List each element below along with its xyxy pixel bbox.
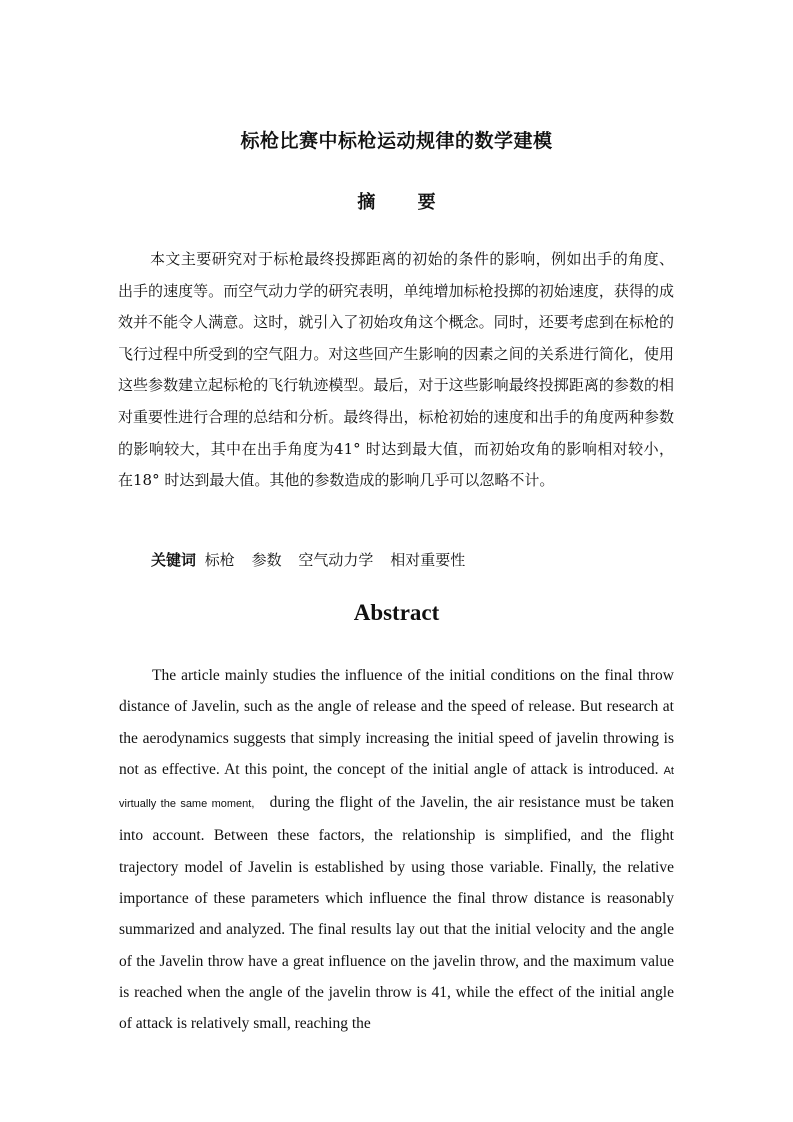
keyword-item: 参数 [251, 551, 282, 569]
keywords-label: 关键词 [151, 551, 197, 569]
keyword-item: 标枪 [204, 551, 235, 569]
keyword-item: 相对重要性 [390, 551, 466, 569]
abstract-en-part-1: The article mainly studies the influence of the initial conditions on the final throw distance of Javelin, such as the angle of release and the speed of release. But research at the aerodynamics suggests that simply increasing the initial speed of javelin throwing is not as effective. At this point, the concept of the initial angle of attack is introduced. [119, 667, 674, 778]
keywords-line [151, 546, 477, 574]
keyword-item: 空气动力学 [298, 551, 374, 569]
abstract-heading-chinese: 摘 要 [357, 192, 454, 213]
abstract-body-chinese: 本文主要研究对于标枪最终投掷距离的初始的条件的影响，例如出手的角度、出手的速度等。而空气动力学的研究表明，单纯增加标枪投掷的初始速度，获得的成效并不能令人满意。这时，就引入了初始攻角这个概念。同时，还要考虑到在标枪的飞行过程中所受到的空气阻力。对这些回产生影响的因素之间的关系进行简化，使用这些参数建立起标枪的飞行轨迹模型。最后，对于这些影响最终投掷距离的参数的相对重要性进行合理的总结和分析。最终得出，标枪初始的速度和出手的角度两种参数的影响较大，其中在出手角度为41° 时达到最大值，而初始攻角的影响相对较小，在18° 时达到最大值。其他的参数造成的影响几乎可以忽略不计。 [118, 250, 674, 490]
abstract-heading-english: Abstract [353, 600, 440, 625]
abstract-body-english [119, 660, 674, 1040]
abstract-en-small-segment: At virtually the same moment, [119, 764, 674, 811]
abstract-en-part-2: during the flight of the Javelin, the air resistance must be taken into account. Between these factors, the relationship is simplified, and the flight trajectory model of Javelin is established by using those variable. Finally, the relative importance of these parameters which influence the final throw distance is reasonably summarized and analyzed. The final results lay out that the initial velocity and the angle of the Javelin throw have a great influence on the javelin throw, and the maximum value is reached when the angle of the javelin throw is 41, while the effect of the initial angle of attack is relatively small, reaching the [119, 794, 675, 1033]
paper-title-chinese: 标枪比赛中标枪运动规律的数学建模 [240, 130, 553, 152]
